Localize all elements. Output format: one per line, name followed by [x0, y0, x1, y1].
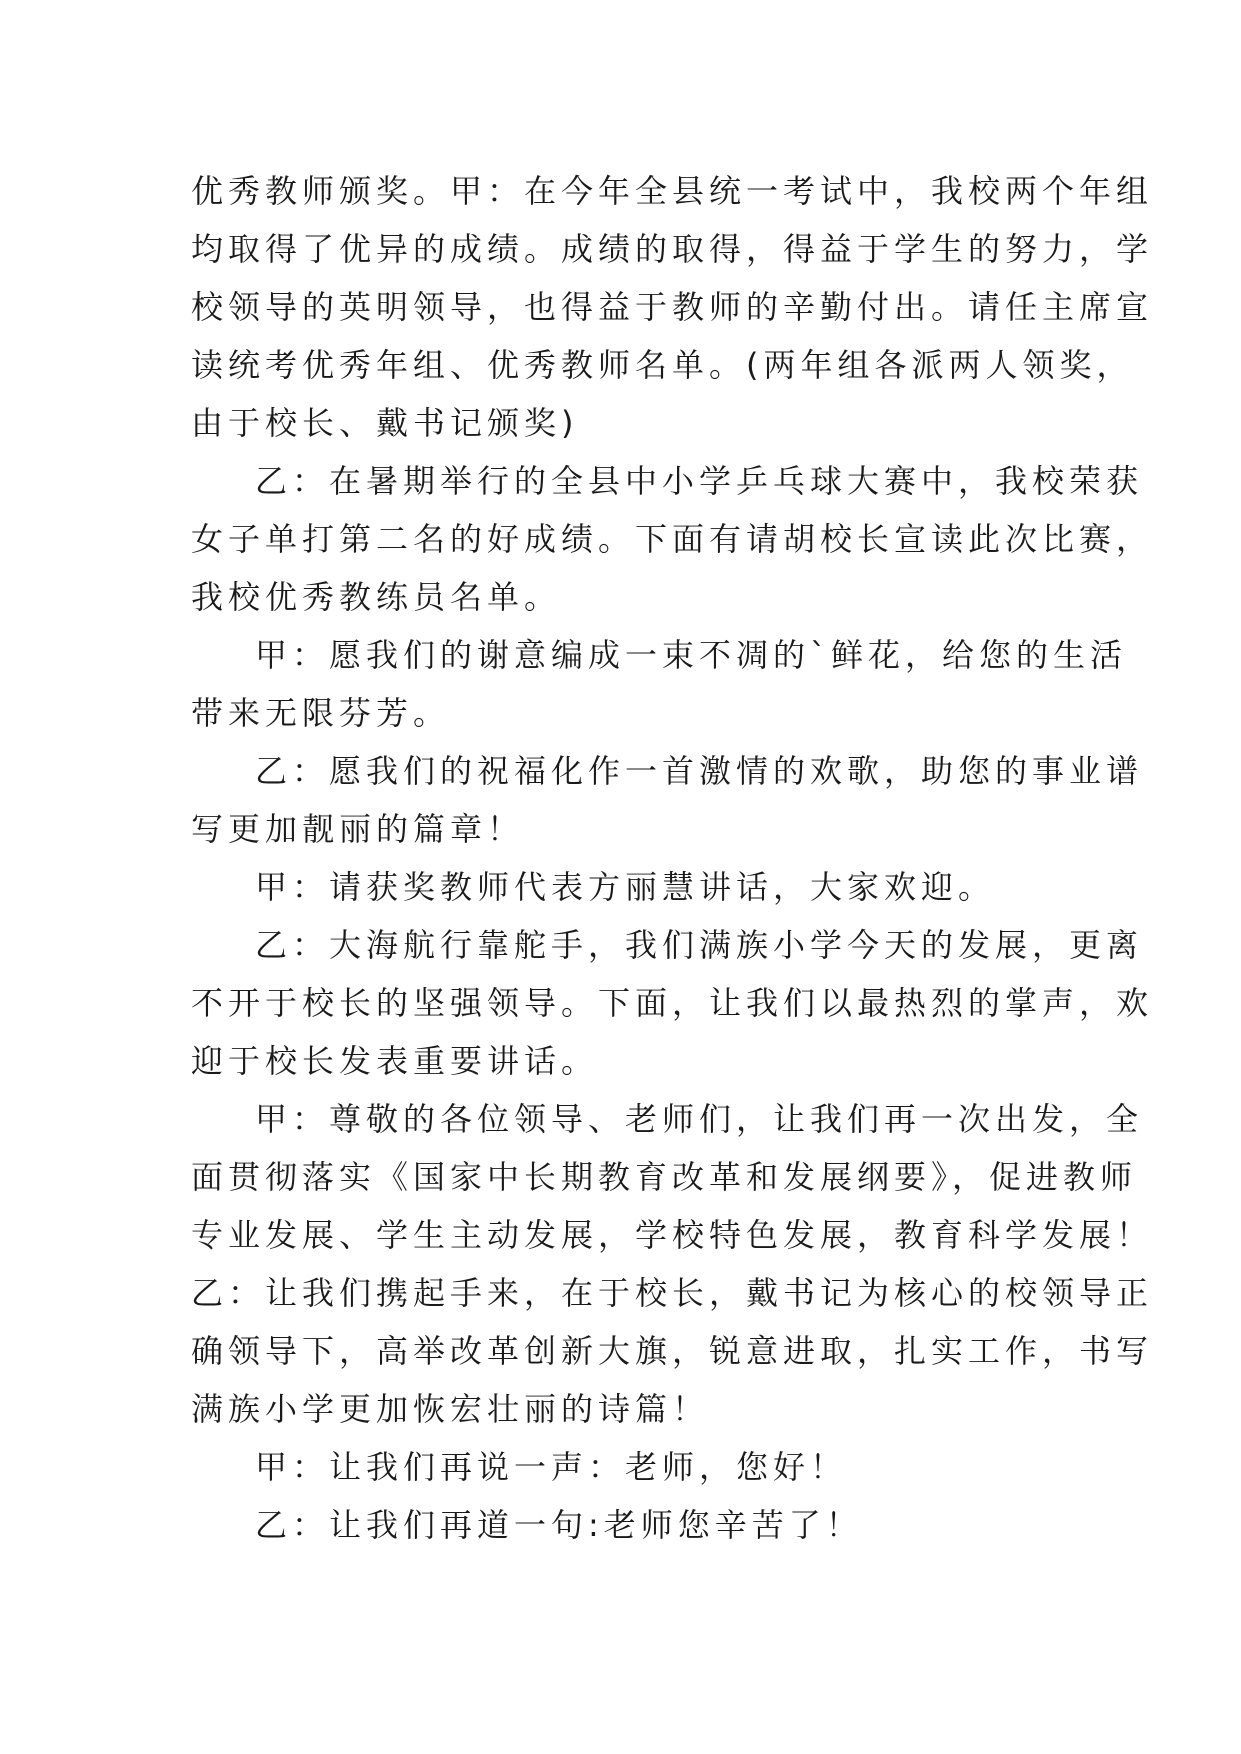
document-body [191, 162, 1154, 1554]
text-line: 确领导下，高举改革创新大旗，锐意进取，扎实工作，书写 [191, 1332, 1154, 1370]
text-line: 我校优秀教练员名单。 [191, 578, 562, 616]
text-line: 不开于校长的坚强领导。下面，让我们以最热烈的掌声，欢 [191, 984, 1154, 1022]
text-line: 甲：尊敬的各位领导、老师们，让我们再一次出发，全 [255, 1100, 1144, 1138]
text-line: 专业发展、学生主动发展，学校特色发展，教育科学发展！ [191, 1216, 1154, 1254]
text-line: 乙：让我们携起手来，在于校长，戴书记为核心的校领导正 [191, 1274, 1154, 1312]
text-line: 写更加靓丽的篇章！ [191, 810, 525, 848]
text-line: 迎于校长发表重要讲话。 [191, 1042, 599, 1080]
text-line: 乙：愿我们的祝福化作一首激情的欢歌，助您的事业谱 [255, 752, 1144, 790]
text-line: 面贯彻落实《国家中长期教育改革和发展纲要》，促进教师 [191, 1158, 1138, 1196]
text-line: 乙：大海航行靠舵手，我们满族小学今天的发展，更离 [255, 926, 1144, 964]
text-line: 由于校长、戴书记颁奖) [191, 404, 579, 442]
text-line: 甲：让我们再说一声：老师，您好！ [255, 1448, 848, 1486]
text-line: 甲：请获奖教师代表方丽慧讲话，大家欢迎。 [255, 868, 996, 906]
text-line: 甲：愿我们的谢意编成一束不凋的`鲜花，给您的生活 [255, 636, 1128, 674]
text-line: 女子单打第二名的好成绩。下面有请胡校长宣读此次比赛， [191, 520, 1154, 558]
text-line: 带来无限芬芳。 [191, 694, 451, 732]
text-line: 校领导的英明领导，也得益于教师的辛勤付出。请任主席宣 [191, 288, 1154, 326]
text-line: 满族小学更加恢宏壮丽的诗篇！ [191, 1390, 710, 1428]
text-line: 均取得了优异的成绩。成绩的取得，得益于学生的努力，学 [191, 230, 1154, 268]
text-line: 乙：让我们再道一句:老师您辛苦了！ [255, 1506, 863, 1544]
text-line: 优秀教师颁奖。甲：在今年全县统一考试中，我校两个年组 [191, 172, 1154, 210]
text-line: 乙：在暑期举行的全县中小学乒乓球大赛中，我校荣获 [255, 462, 1144, 500]
text-line: 读统考优秀年组、优秀教师名单。(两年组各派两人领奖， [191, 346, 1134, 384]
